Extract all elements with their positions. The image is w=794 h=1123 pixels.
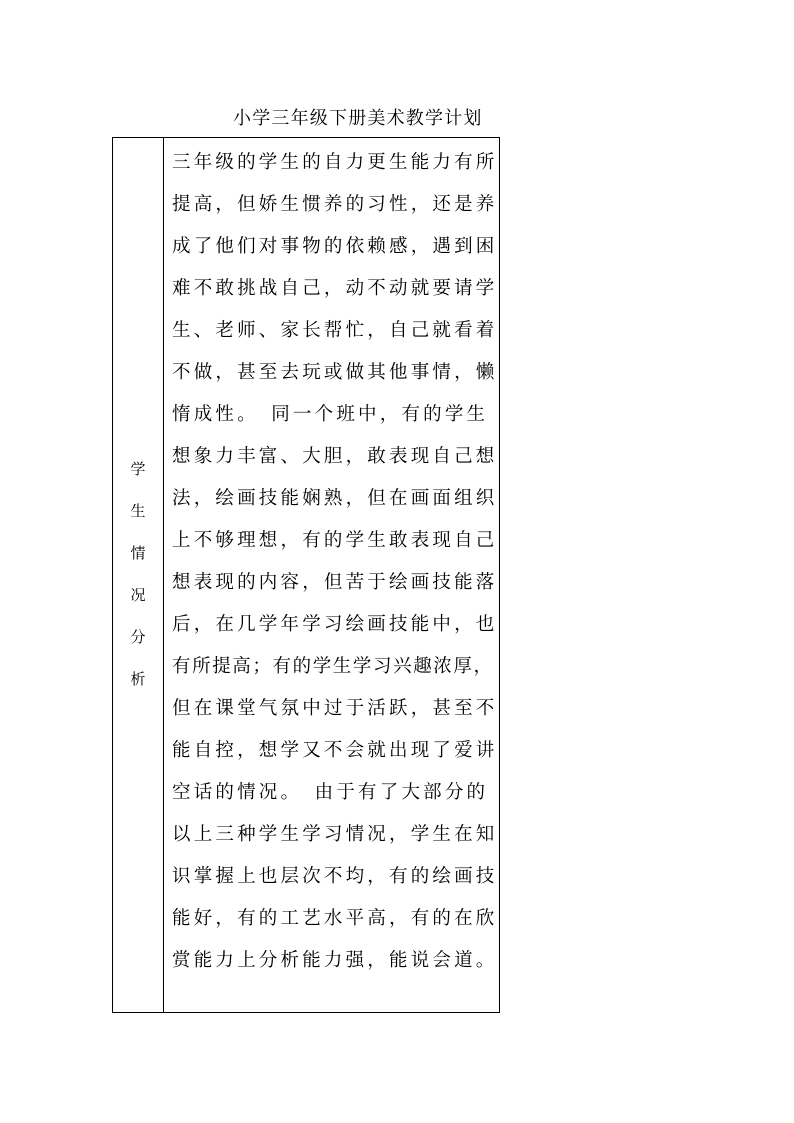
analysis-table: [112, 137, 500, 1013]
paragraph-line: 提高，但娇生惯养的习性，还是养: [172, 194, 498, 215]
paragraph-line: 识掌握上也层次不均，有的绘画技: [172, 866, 498, 887]
paragraph-line: 想表现的内容，但苦于绘画技能落: [172, 572, 498, 593]
paragraph-line: 不做，甚至去玩或做其他事情，懒: [172, 362, 498, 383]
document-title: 小学三年级下册美术教学计划: [233, 108, 483, 129]
row-label-char: 学: [130, 460, 146, 478]
paragraph-line: 成了他们对事物的依赖感，遇到困: [172, 236, 498, 257]
paragraph-line: 惰成性。 同一个班中，有的学生: [172, 404, 489, 425]
paragraph-line: 法，绘画技能娴熟，但在画面组织: [172, 488, 498, 509]
row-label-char: 情: [130, 544, 146, 562]
paragraph-line: 能好，有的工艺水平高，有的在欣: [172, 908, 498, 929]
content-cell: [164, 138, 499, 1012]
paragraph-line: 后，在几学年学习绘画技能中，也: [172, 614, 498, 635]
row-label-char: 况: [130, 586, 146, 604]
paragraph-line: 赏能力上分析能力强，能说会道。: [172, 950, 498, 971]
paragraph-line: 难不敢挑战自己，动不动就要请学: [172, 278, 498, 299]
paragraph-line: 有所提高；有的学生学习兴趣浓厚，: [172, 656, 494, 677]
paragraph-line: 但在课堂气氛中过于活跃，甚至不: [172, 698, 498, 719]
row-label-char: 生: [130, 502, 146, 520]
row-label-char: 析: [130, 670, 146, 688]
paragraph-line: 三年级的学生的自力更生能力有所: [172, 152, 498, 173]
paragraph-line: 以上三种学生学习情况，学生在知: [172, 824, 498, 845]
paragraph-line: 上不够理想，有的学生敢表现自己: [172, 530, 498, 551]
row-label-char: 分: [130, 628, 146, 646]
paragraph-line: 生、老师、家长帮忙，自己就看着: [172, 320, 498, 341]
paragraph-line: 空话的情况。 由于有了大部分的: [172, 782, 489, 803]
paragraph-line: 想象力丰富、大胆，敢表现自己想: [172, 446, 498, 467]
row-label-cell: [113, 138, 164, 1012]
paragraph-line: 能自控，想学又不会就出现了爱讲: [172, 740, 498, 761]
